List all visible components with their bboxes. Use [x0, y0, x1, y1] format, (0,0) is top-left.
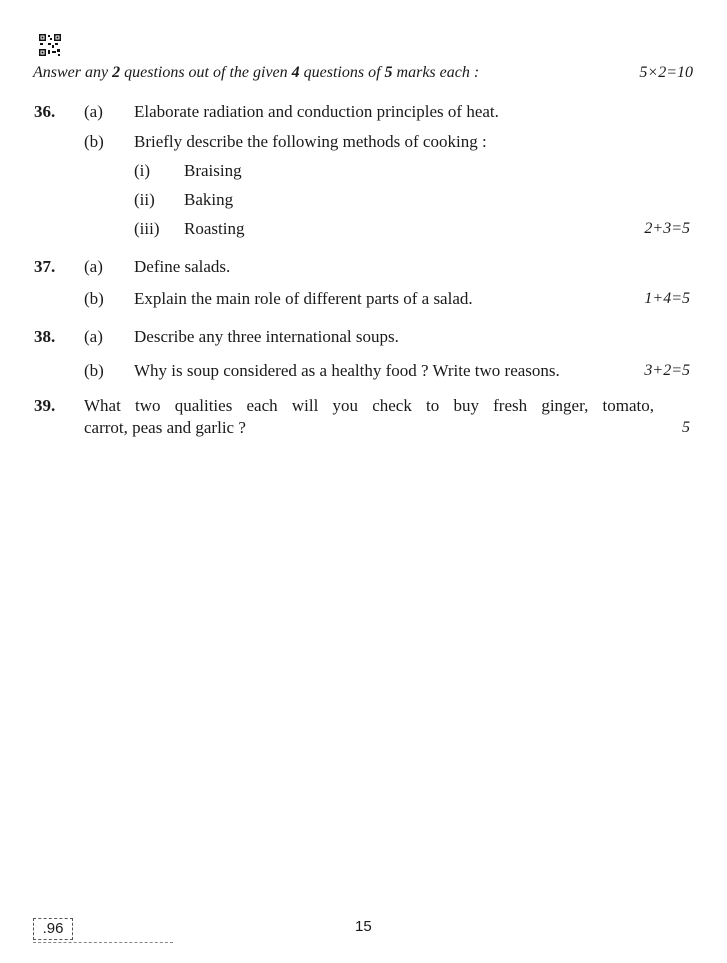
footer-divider: [33, 942, 173, 943]
part-text: Describe any three international soups.: [134, 327, 399, 346]
question-number: 39.: [34, 396, 56, 415]
part-text: Define salads.: [134, 257, 231, 276]
item-label: (iii): [134, 219, 160, 238]
question-text-line: carrot, peas and garlic ?: [84, 418, 246, 437]
part-label: (b): [84, 361, 104, 380]
paper-code-box: .96: [33, 918, 73, 940]
instruction-text: Answer any 2 questions out of the given 4 questions of 5 marks each :: [33, 64, 480, 81]
question-text: [84, 395, 654, 439]
part-label: (a): [84, 102, 103, 121]
item-text: Baking: [184, 190, 234, 209]
question-number: 37.: [34, 257, 56, 276]
question-text-line: What two qualities each will you check to buy fresh ginger, tomato,: [84, 396, 654, 415]
part-label: (b): [84, 289, 104, 308]
item-text: Roasting: [184, 219, 245, 238]
part-text: Briefly describe the following methods of cooking :: [134, 132, 487, 151]
question-marks: 3+2=5: [644, 362, 690, 379]
part-text: Elaborate radiation and conduction principles of heat.: [134, 102, 499, 121]
section-instruction: [33, 64, 693, 84]
question-marks: 5: [682, 419, 690, 436]
part-label: (a): [84, 327, 103, 346]
item-text: Braising: [184, 161, 242, 180]
item-label: (i): [134, 161, 151, 180]
question-number: 36.: [34, 102, 56, 121]
part-text: Explain the main role of different parts of a salad.: [134, 289, 473, 308]
question-marks: 1+4=5: [644, 290, 690, 307]
section-marks: 5×2=10: [639, 64, 693, 81]
part-text: Why is soup considered as a healthy food ? Write two reasons.: [134, 361, 560, 380]
question-number: 38.: [34, 327, 56, 346]
qr-code-icon: [38, 33, 62, 57]
part-label: (b): [84, 132, 104, 151]
item-label: (ii): [134, 190, 155, 209]
page-number: 15: [355, 918, 372, 935]
part-label: (a): [84, 257, 103, 276]
question-marks: 2+3=5: [644, 220, 690, 237]
